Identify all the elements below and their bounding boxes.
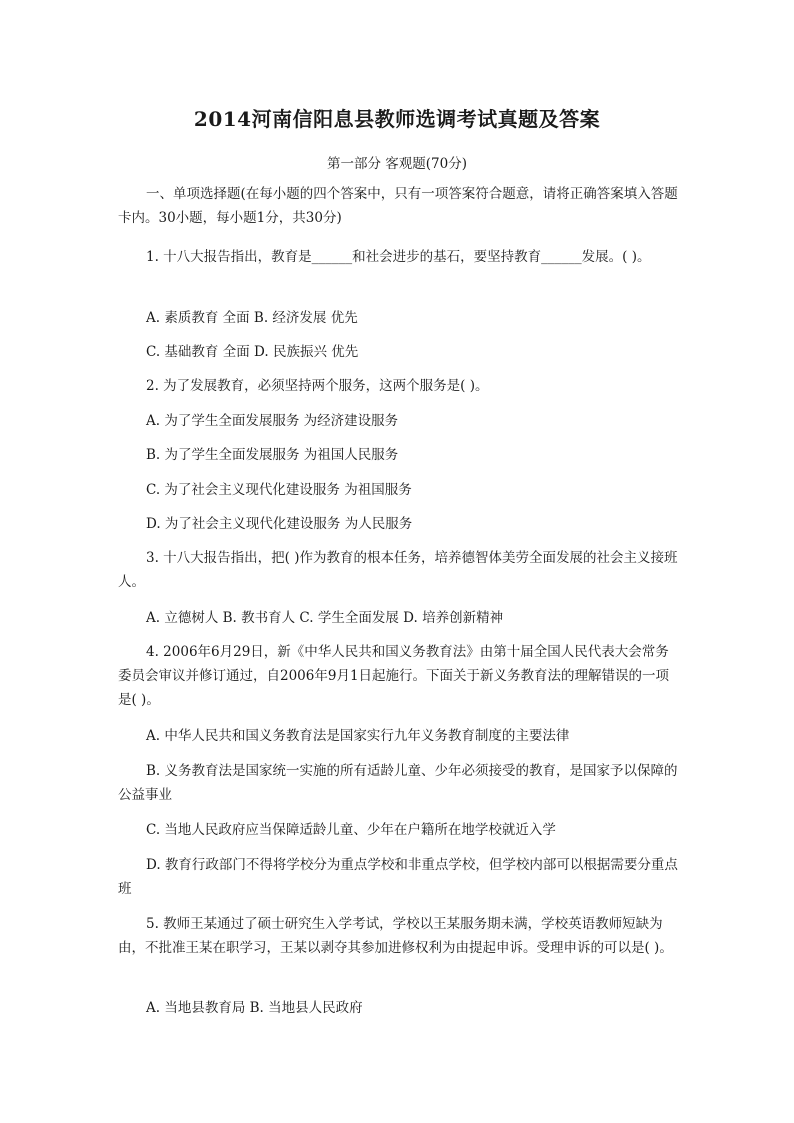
question-4-option-a: A. 中华人民共和国义务教育法是国家实行九年义务教育制度的主要法律: [146, 728, 570, 744]
question-4-option-c: C. 当地人民政府应当保障适龄儿童、少年在户籍所在地学校就近入学: [146, 822, 556, 838]
question-2-option-c: C. 为了社会主义现代化建设服务 为祖国服务: [146, 482, 412, 498]
question-4: 4. 2006年6月29日，新《中华人民共和国义务教育法》由第十届全国人民代表大会常务委员会审议并修订通过，自2006年9月1日起施行。下面关于新义务教育法的理解错误的一项是( )。: [118, 644, 670, 708]
question-2-option-d: D. 为了社会主义现代化建设服务 为人民服务: [146, 516, 413, 532]
question-2-option-b: B. 为了学生全面发展服务 为祖国人民服务: [146, 447, 399, 463]
question-2: 2. 为了发展教育，必须坚持两个服务，这两个服务是( )。: [146, 378, 489, 394]
question-5-options-ab: A. 当地县教育局 B. 当地县人民政府: [146, 1000, 363, 1016]
question-1: 1. 十八大报告指出，教育是______和社会进步的基石，要坚持教育______发展。( )。: [146, 249, 651, 265]
document-title: 2014河南信阳息县教师选调考试真题及答案: [193, 107, 601, 131]
question-5: 5. 教师王某通过了硕士研究生入学考试，学校以王某服务期未满，学校英语教师短缺为由，不批准王某在职学习，王某以剥夺其参加进修权利为由提起申诉。受理申诉的可以是( )。: [118, 916, 673, 956]
question-3-options: A. 立德树人 B. 教书育人 C. 学生全面发展 D. 培养创新精神: [146, 610, 504, 626]
question-4-option-b: B. 义务教育法是国家统一实施的所有适龄儿童、少年必须接受的教育，是国家予以保障的公益事业: [118, 763, 678, 803]
question-2-option-a: A. 为了学生全面发展服务 为经济建设服务: [146, 413, 399, 429]
question-1-options-cd: C. 基础教育 全面 D. 民族振兴 优先: [146, 344, 359, 360]
question-4-option-d: D. 教育行政部门不得将学校分为重点学校和非重点学校，但学校内部可以根据需要分重点班: [118, 857, 678, 897]
section-heading: 第一部分 客观题(70分): [326, 156, 467, 172]
question-3: 3. 十八大报告指出，把( )作为教育的根本任务，培养德智体美劳全面发展的社会主义接班人。: [118, 550, 678, 590]
question-1-options-ab: A. 素质教育 全面 B. 经济发展 优先: [146, 310, 358, 326]
instructions-paragraph: 一、单项选择题(在每小题的四个答案中，只有一项答案符合题意，请将正确答案填入答题卡内。30小题，每小题1分，共30分): [118, 186, 678, 226]
